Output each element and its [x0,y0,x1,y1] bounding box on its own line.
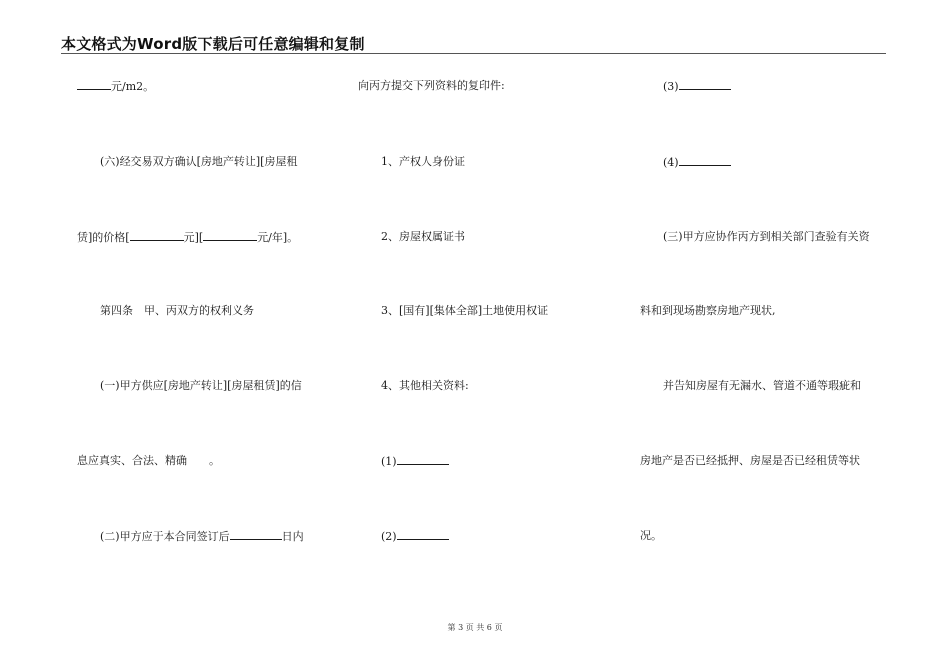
page-number: 第 3 页 共 6 页 [447,623,503,632]
col2-line-6 [381,454,449,469]
col1-line-3-part-c: 元/年]。 [257,231,299,244]
col2-line-4: 3、[国有][集体全部]土地使用权证 [381,304,549,317]
col2-line-1: 向丙方提交下列资料的复印件: [358,79,505,92]
fill-blank [397,529,449,540]
col1-line-3 [77,230,298,245]
fill-blank [397,454,449,465]
col1-line-4: 第四条 甲、丙双方的权利义务 [100,304,254,317]
col3-line-2 [663,155,731,170]
col2-line-7-text: (2) [381,530,397,543]
col1-line-7-part-b: 日内 [281,530,304,543]
fill-blank [230,529,282,540]
col1-line-1-text: 元/m2。 [111,80,155,93]
col1-line-3-part-b: 元][ [183,231,204,244]
fill-blank [679,155,731,166]
col2-line-3: 2、房屋权属证书 [381,230,465,243]
col2-line-6-text: (1) [381,455,397,468]
col3-line-5: 并告知房屋有无漏水、管道不通等瑕疵和 [663,379,861,392]
col1-line-5: (一)甲方供应[房地产转让][房屋租赁]的信 [100,379,302,392]
col1-line-7 [100,529,304,544]
col3-line-2-text: (4) [663,156,679,169]
col3-line-1 [663,79,731,94]
fill-blank [203,230,257,241]
document-header-title: 本文格式为Word版下载后可任意编辑和复制 [61,35,365,53]
col1-line-2: (六)经交易双方确认[房地产转让][房屋租 [100,155,298,168]
col3-line-7: 况。 [640,529,662,542]
col3-line-4: 料和到现场勘察房地产现状, [640,304,776,317]
col3-line-1-text: (3) [663,80,679,93]
header-divider [61,53,886,54]
col3-line-6: 房地产是否已经抵押、房屋是否已经租赁等状 [640,454,860,467]
col1-line-1 [77,79,154,94]
col3-line-3: (三)甲方应协作丙方到相关部门查验有关资 [663,230,870,243]
col1-line-3-part-a: 赁]的价格[ [77,231,130,244]
fill-blank [679,79,731,90]
col2-line-2: 1、产权人身份证 [381,155,465,168]
col2-line-5: 4、其他相关资料: [381,379,469,392]
fill-blank [130,230,184,241]
fill-blank [77,79,111,90]
col1-line-7-part-a: (二)甲方应于本合同签订后 [100,530,230,543]
col2-line-7 [381,529,449,544]
col1-line-6: 息应真实、合法、精确 。 [77,454,220,467]
